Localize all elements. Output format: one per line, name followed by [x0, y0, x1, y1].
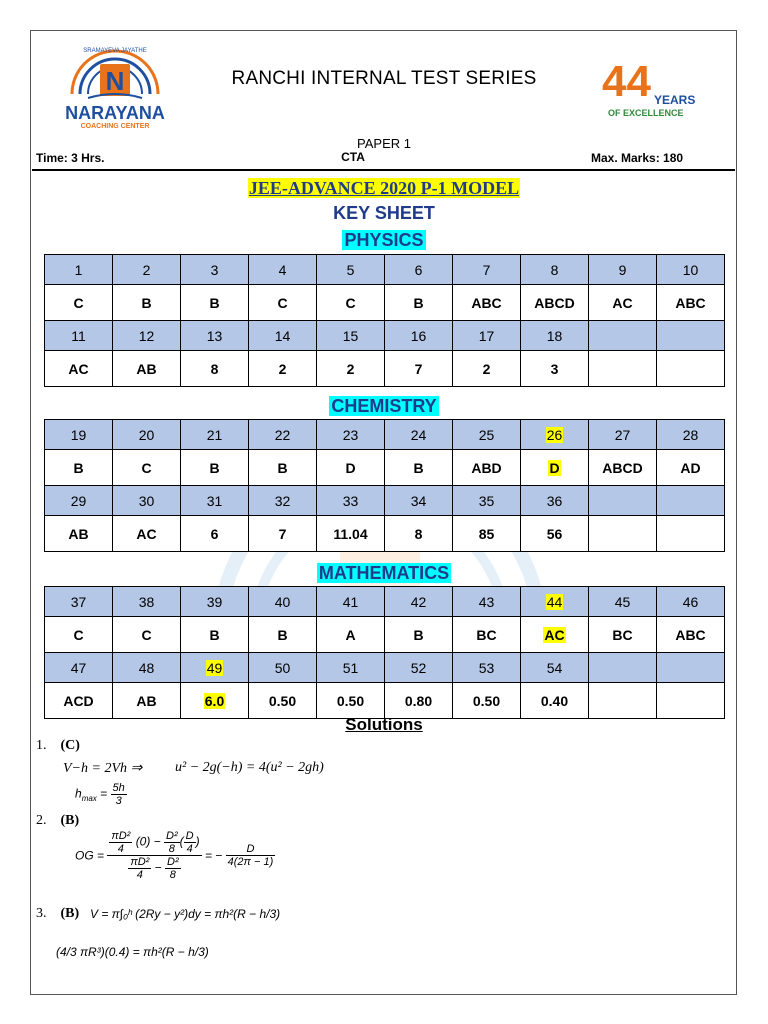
question-number-cell: 51 [317, 653, 385, 683]
question-number-cell: 24 [385, 420, 453, 450]
question-number-cell: 36 [521, 486, 589, 516]
question-number-cell: 17 [453, 321, 521, 351]
answer-cell: 0.50 [249, 683, 317, 719]
question-number-cell: 33 [317, 486, 385, 516]
question-number-cell: 38 [113, 587, 181, 617]
question-number-cell: 49 [181, 653, 249, 683]
physics-key-table [44, 254, 725, 387]
answer-cell: AB [113, 351, 181, 387]
series-title: RANCHI INTERNAL TEST SERIES [231, 68, 537, 89]
question-number-cell: 43 [453, 587, 521, 617]
section-title-physics: PHYSICS [344, 230, 424, 250]
solution-2-label: 2. (B) [36, 813, 80, 828]
question-number-cell: 3 [181, 255, 249, 285]
question-number-cell: 39 [181, 587, 249, 617]
question-number-cell: 41 [317, 587, 385, 617]
question-number-cell: 22 [249, 420, 317, 450]
answer-cell: 3 [521, 351, 589, 387]
answer-row [45, 285, 725, 321]
answer-cell: ABCD [521, 285, 589, 321]
question-number-cell [589, 321, 657, 351]
question-number-cell: 42 [385, 587, 453, 617]
answer-cell: B [181, 617, 249, 653]
question-number-cell: 32 [249, 486, 317, 516]
chemistry-key-table [44, 419, 725, 552]
answer-cell: B [181, 285, 249, 321]
years-logo [600, 52, 710, 122]
answer-cell: AC [45, 351, 113, 387]
question-number-row [45, 653, 725, 683]
question-number-cell: 25 [453, 420, 521, 450]
question-number-cell: 4 [249, 255, 317, 285]
question-number-cell: 13 [181, 321, 249, 351]
question-number-cell: 44 [521, 587, 589, 617]
answer-cell: D [521, 450, 589, 486]
answer-cell: B [45, 450, 113, 486]
solution-3-label: 3. (B) [36, 906, 80, 921]
key-sheet-title: KEY SHEET [333, 203, 435, 223]
question-number-cell: 45 [589, 587, 657, 617]
section-title-chemistry: CHEMISTRY [331, 396, 437, 416]
years-line1: YEARS [654, 93, 696, 107]
answer-cell: 0.40 [521, 683, 589, 719]
question-number-cell: 26 [521, 420, 589, 450]
answer-cell [657, 683, 725, 719]
answer-cell: ACD [45, 683, 113, 719]
answer-cell: B [249, 617, 317, 653]
question-number-cell: 46 [657, 587, 725, 617]
question-number-cell: 35 [453, 486, 521, 516]
question-number-cell [657, 653, 725, 683]
time-label: Time: 3 Hrs. [36, 151, 105, 165]
answer-cell: 11.04 [317, 516, 385, 552]
answer-cell: ABD [453, 450, 521, 486]
question-number-cell [589, 653, 657, 683]
answer-cell: B [113, 285, 181, 321]
answer-cell: ABC [657, 285, 725, 321]
question-number-row [45, 321, 725, 351]
question-number-cell: 11 [45, 321, 113, 351]
answer-cell: 6 [181, 516, 249, 552]
question-number-cell: 31 [181, 486, 249, 516]
question-number-cell: 34 [385, 486, 453, 516]
logo-sub: COACHING CENTER [80, 123, 150, 128]
solution-3-line1: V = π∫₀ʰ (2Ry − y²)dy = πh²(R − h/3) [90, 907, 281, 921]
answer-cell: 56 [521, 516, 589, 552]
question-number-cell: 53 [453, 653, 521, 683]
answer-cell: AC [113, 516, 181, 552]
answer-cell: AC [521, 617, 589, 653]
solution-2-answer: (B) [60, 813, 80, 828]
question-number-cell [589, 486, 657, 516]
answer-cell [589, 351, 657, 387]
question-number-cell [657, 321, 725, 351]
answer-cell: 7 [385, 351, 453, 387]
question-number-cell: 40 [249, 587, 317, 617]
question-number-cell [657, 486, 725, 516]
question-number-cell: 8 [521, 255, 589, 285]
question-number-cell: 37 [45, 587, 113, 617]
question-number-cell: 54 [521, 653, 589, 683]
question-number-row [45, 587, 725, 617]
years-number: 44 [602, 57, 651, 106]
answer-cell: 6.0 [181, 683, 249, 719]
answer-cell: B [385, 450, 453, 486]
max-marks-label: Max. Marks: 180 [591, 151, 684, 165]
answer-cell: C [45, 617, 113, 653]
solution-3-line2: (4/3 πR³)(0.4) = πh²(R − h/3) [56, 945, 209, 959]
header-rule [32, 169, 735, 171]
answer-cell: AC [589, 285, 657, 321]
answer-row [45, 683, 725, 719]
question-number-cell: 7 [453, 255, 521, 285]
answer-cell [589, 516, 657, 552]
question-number-cell: 20 [113, 420, 181, 450]
answer-cell: 8 [385, 516, 453, 552]
question-number-row [45, 255, 725, 285]
solution-1-label: 1. (C) [36, 738, 80, 753]
mathematics-key-table [44, 586, 725, 719]
answer-cell: AB [45, 516, 113, 552]
question-number-cell: 9 [589, 255, 657, 285]
answer-cell: 7 [249, 516, 317, 552]
paper-label: PAPER 1 [357, 136, 411, 151]
question-number-cell: 14 [249, 321, 317, 351]
answer-cell: BC [589, 617, 657, 653]
question-number-cell: 30 [113, 486, 181, 516]
answer-cell: B [181, 450, 249, 486]
answer-cell: C [249, 285, 317, 321]
question-number-cell: 48 [113, 653, 181, 683]
question-number-cell: 52 [385, 653, 453, 683]
answer-cell: AD [657, 450, 725, 486]
model-title-text: JEE-ADVANCE 2020 P-1 MODEL [248, 178, 520, 198]
years-line2: OF EXCELLENCE [608, 108, 684, 118]
question-number-cell: 18 [521, 321, 589, 351]
question-number-cell: 47 [45, 653, 113, 683]
question-number-cell: 5 [317, 255, 385, 285]
question-number-row [45, 486, 725, 516]
question-number-cell: 10 [657, 255, 725, 285]
answer-cell: BC [453, 617, 521, 653]
answer-cell: C [317, 285, 385, 321]
answer-cell: 0.80 [385, 683, 453, 719]
solutions-title: Solutions [345, 715, 423, 734]
answer-cell: C [45, 285, 113, 321]
solution-1-eq2: u² − 2g(−h) = 4(u² − 2gh) [175, 760, 324, 775]
question-number-cell: 29 [45, 486, 113, 516]
section-title-mathematics: MATHEMATICS [318, 563, 450, 583]
question-number-cell: 19 [45, 420, 113, 450]
solution-1-answer: (C) [60, 738, 80, 753]
question-number-cell: 28 [657, 420, 725, 450]
answer-cell: ABC [453, 285, 521, 321]
answer-row [45, 351, 725, 387]
logo-letter: N [105, 66, 125, 96]
answer-cell: ABCD [589, 450, 657, 486]
answer-cell [657, 516, 725, 552]
model-title [0, 178, 768, 199]
answer-cell: C [113, 450, 181, 486]
question-number-cell: 15 [317, 321, 385, 351]
answer-row [45, 516, 725, 552]
question-number-cell: 21 [181, 420, 249, 450]
answer-cell: B [249, 450, 317, 486]
cta-label: CTA [341, 150, 365, 164]
answer-cell: 0.50 [317, 683, 385, 719]
answer-cell: A [317, 617, 385, 653]
answer-cell [589, 683, 657, 719]
logo-brand: NARAYANA [65, 103, 165, 123]
answer-cell: 2 [453, 351, 521, 387]
question-number-cell: 6 [385, 255, 453, 285]
question-number-cell: 2 [113, 255, 181, 285]
answer-cell: 85 [453, 516, 521, 552]
answer-cell: 2 [317, 351, 385, 387]
answer-cell: D [317, 450, 385, 486]
answer-cell: AB [113, 683, 181, 719]
question-number-cell: 1 [45, 255, 113, 285]
solution-1-eq3: $h_{max}$ = $\frac{5h}{3}$ [75, 782, 125, 807]
answer-cell: B [385, 617, 453, 653]
answer-cell: ABC [657, 617, 725, 653]
answer-cell: C [113, 617, 181, 653]
solution-1-eq1: V−h = 2Vh ⇒ [63, 761, 143, 776]
answer-cell: B [385, 285, 453, 321]
answer-row [45, 617, 725, 653]
answer-row [45, 450, 725, 486]
answer-cell: 2 [249, 351, 317, 387]
logo-arc-text: SRAMAYEVA JAYATHE [83, 48, 147, 54]
question-number-cell: 27 [589, 420, 657, 450]
question-number-cell: 50 [249, 653, 317, 683]
answer-cell [657, 351, 725, 387]
question-number-row [45, 420, 725, 450]
solution-2-equation: OG = $\frac{\text{πD²}}{4}$ (0) − $\frac{\text{D²}}{8}$ ( $\frac{D}{4}$ ) $\frac{\text{πD²}}{4}$ − $\frac{\text{D²}}{8}$ = − $\frac{D}{4(2\pi - 1)}$ [75, 830, 274, 881]
answer-cell: 0.50 [453, 683, 521, 719]
answer-cell: 8 [181, 351, 249, 387]
question-number-cell: 12 [113, 321, 181, 351]
question-number-cell: 23 [317, 420, 385, 450]
question-number-cell: 16 [385, 321, 453, 351]
solution-3-answer: (B) [60, 906, 80, 921]
